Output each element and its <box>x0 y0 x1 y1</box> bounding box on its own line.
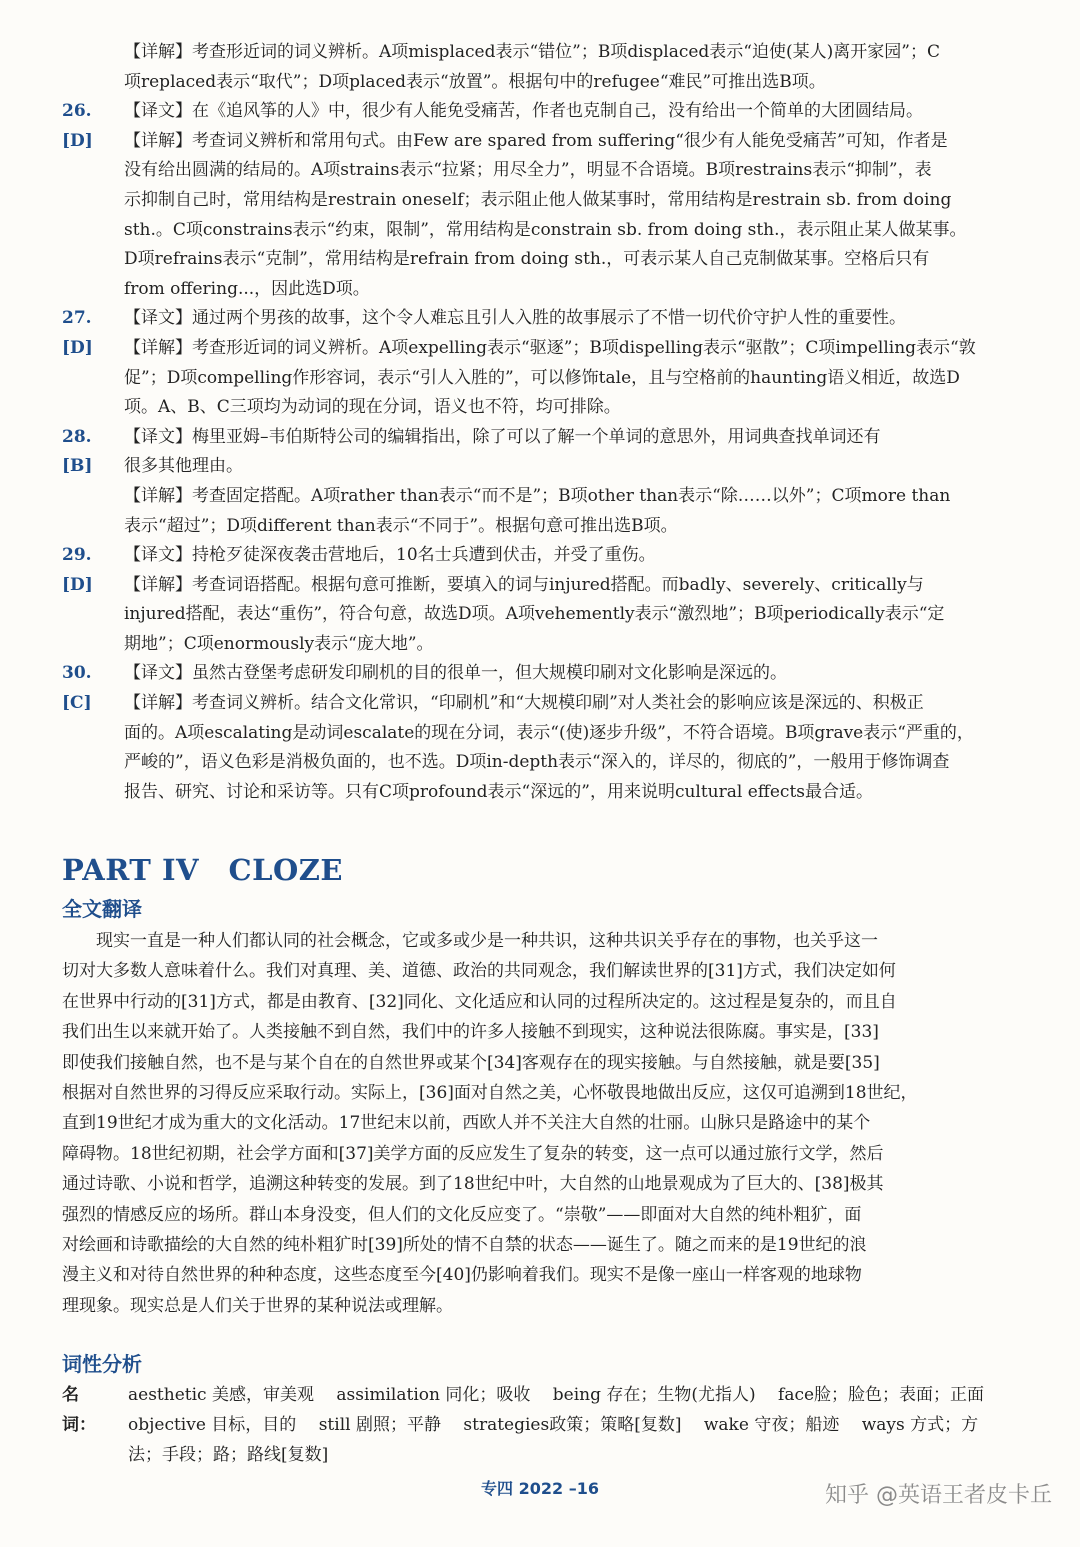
text-line: 项replaced表示“取代”；D项placed表示“放置”。根据句中的refugee“难民”可推出选B项。 <box>124 71 826 92</box>
text-line: 理现象。现实总是人们关于世界的某种说法或理解。 <box>62 1295 453 1316</box>
vocab-list <box>62 1380 1022 1470</box>
pos-heading: 词性分析 <box>62 1352 142 1376</box>
text-line: 直到19世纪才成为重大的文化活动。17世纪末以前，西欧人并不关注大自然的壮丽。山脉只是路途中的某个 <box>62 1113 871 1134</box>
translation-paragraph <box>62 926 1012 1321</box>
text-line: 即使我们接触自然，也不是与某个自在的自然世界或某个[34]客观存在的现实接触。与自然接触，就是要[35] <box>62 1052 880 1073</box>
text-line: 对绘画和诗歌描绘的大自然的纯朴粗犷时[39]所处的情不自禁的状态——诞生了。随之而来的是19世纪的浪 <box>62 1235 867 1256</box>
text-line: sth.。C项constrains表示“约束，限制”，常用结构是constrain sb. from doing sth.，表示阻止某人做某事。 <box>124 219 967 240</box>
text-line: 【详解】考查词语搭配。根据句意可推断，要填入的词与injured搭配。而badly、severely、critically与 <box>124 574 924 595</box>
text-line: 我们出生以来就开始了。人类接触不到自然，我们中的许多人接触不到现实，这种说法很陈腐。事实是，[33] <box>62 1022 879 1043</box>
text-line: 很多其他理由。 <box>124 456 243 477</box>
text-line: injured搭配，表达“重伤”，符合句意，故选D项。A项vehemently表示“激烈地”；B项periodically表示“定 <box>124 604 945 625</box>
text-line: 表示“超过”；D项different than表示“不同于”。根据句意可推出选B项。 <box>124 515 678 536</box>
text-line: from offering...，因此选D项。 <box>124 278 370 299</box>
text-line: 【详解】考查词义辨析。结合文化常识，“印刷机”和“大规模印刷”对人类社会的影响应该是深远的、积极正 <box>124 693 924 714</box>
text-line: 法；手段；路；路线[复数] <box>128 1445 329 1465</box>
vocab-label: 名 词： <box>62 1385 96 1435</box>
answer-number: 29. [D] <box>62 545 93 595</box>
part-title: PART IV CLOZE <box>62 853 344 887</box>
text-line: aesthetic 美感，审美观 assimilation 同化；吸收 being 存在；生物(尤指人) face脸；脸色；表面；正面 <box>128 1385 985 1405</box>
translation-heading: 全文翻译 <box>62 897 142 921</box>
text-line: 示抑制自己时，常用结构是restrain oneself；表示阻止他人做某事时，常用结构是restrain sb. from doing <box>124 189 952 210</box>
text-line: 严峻的”，语义色彩是消极负面的，也不选。D项in-depth表示“深入的，详尽的，彻底的”，一般用于修饰调查 <box>124 752 950 773</box>
text-line: 强烈的情感反应的场所。群山本身没变，但人们的文化反应变了。“崇敬”——即面对大自然的纯朴粗犷，面 <box>62 1204 862 1225</box>
text-line: 【详解】考查形近词的词义辨析。A项misplaced表示“错位”；B项displaced表示“迫使(某人)离开家园”；C <box>124 42 940 62</box>
answer-explanations <box>62 38 1022 807</box>
text-line: 项。A、B、C三项均为动词的现在分词，语义也不符，均可排除。 <box>124 397 621 418</box>
answer-number <box>62 38 124 97</box>
answer-number: 27. [D] <box>62 308 93 358</box>
answer-item <box>62 541 1022 659</box>
page-footer: 专四 2022 –16 <box>481 1479 599 1498</box>
answer-item <box>62 659 1022 807</box>
text-line: 期地”；C项enormously表示“庞大地”。 <box>124 633 434 654</box>
text-line: 通过诗歌、小说和哲学，追溯这种转变的发展。到了18世纪中叶，大自然的山地景观成为了巨大的、[38]极其 <box>62 1174 884 1195</box>
answer-number: 30. [C] <box>62 663 92 714</box>
text-line: 漫主义和对待自然世界的种种态度，这些态度至今[40]仍影响着我们。现实不是像一座山一样客观的地球物 <box>62 1265 862 1286</box>
text-line: 没有给出圆满的结局的。A项strains表示“拉紧；用尽全力”，明显不合语境。B项restrains表示“抑制”，表 <box>124 160 932 181</box>
text-line: 在世界中行动的[31]方式，都是由教育、[32]同化、文化适应和认同的过程所决定的。这过程是复杂的，而且自 <box>62 991 897 1012</box>
text-line: 【译文】通过两个男孩的故事，这个令人难忘且引人入胜的故事展示了不惜一切代价守护人性的重要性。 <box>124 308 906 329</box>
text-line: 报告、研究、讨论和采访等。只有C项profound表示“深远的”，用来说明cultural effects最合适。 <box>124 781 874 802</box>
text-line: 【译文】虽然古登堡考虑研发印刷机的目的很单一，但大规模印刷对文化影响是深远的。 <box>124 663 787 684</box>
text-line: 【译文】梅里亚姆–韦伯斯特公司的编辑指出，除了可以了解一个单词的意思外，用词典查找单词还有 <box>124 426 881 447</box>
answer-item <box>62 304 1022 422</box>
answer-item <box>62 38 1022 97</box>
text-line: 切对大多数人意味着什么。我们对真理、美、道德、政治的共同观念，我们解读世界的[31]方式，我们决定如何 <box>62 961 896 982</box>
answer-number: 28. [B] <box>62 426 93 477</box>
text-line: 根据对自然世界的习得反应采取行动。实际上，[36]面对自然之美，心怀敬畏地做出反应，这仅可追溯到18世纪， <box>62 1083 918 1104</box>
text-line: 【译文】持枪歹徒深夜袭击营地后，10名士兵遭到伏击，并受了重伤。 <box>124 545 656 566</box>
text-line: 障碍物。18世纪初期，社会学方面和[37]美学方面的反应发生了复杂的转变，这一点可以通过旅行文学，然后 <box>62 1143 884 1164</box>
answer-item <box>62 97 1022 304</box>
text-line: 【详解】考查形近词的词义辨析。A项expelling表示“驱逐”；B项dispelling表示“驱散”；C项impelling表示“敦 <box>124 337 976 358</box>
text-line: objective 目标，目的 still 剧照；平静 strategies政策；策略[复数] wake 守夜；船迹 ways 方式；方 <box>128 1415 979 1435</box>
text-line: 【详解】考查词义辨析和常用句式。由Few are spared from suffering“很少有人能免受痛苦”可知，作者是 <box>124 130 948 151</box>
text-line: 促”；D项compelling作形容词，表示“引人入胜的”，可以修饰tale，且与空格前的haunting语义相近，故选D <box>124 367 960 388</box>
text-line: D项refrains表示“克制”，常用结构是refrain from doing sth.，可表示某人自己克制做某事。空格后只有 <box>124 249 930 270</box>
text-line: 【译文】在《追风筝的人》中，很少有人能免受痛苦，作者也克制自己，没有给出一个简单的大团圆结局。 <box>124 101 923 122</box>
text-line: 面的。A项escalating是动词escalate的现在分词，表示“(使)逐步升级”，不符合语境。B项grave表示“严重的， <box>124 722 974 743</box>
watermark: 知乎 @英语王者皮卡丘 <box>825 1483 1052 1508</box>
text-line: 【详解】考查固定搭配。A项rather than表示“而不是”；B项other than表示“除……以外”；C项more than <box>124 485 951 506</box>
answer-item <box>62 423 1022 541</box>
text-line: 现实一直是一种人们都认同的社会概念，它或多或少是一种共识，这种共识关乎存在的事物，也关乎这一 <box>62 931 878 951</box>
answer-number: 26. [D] <box>62 101 93 151</box>
